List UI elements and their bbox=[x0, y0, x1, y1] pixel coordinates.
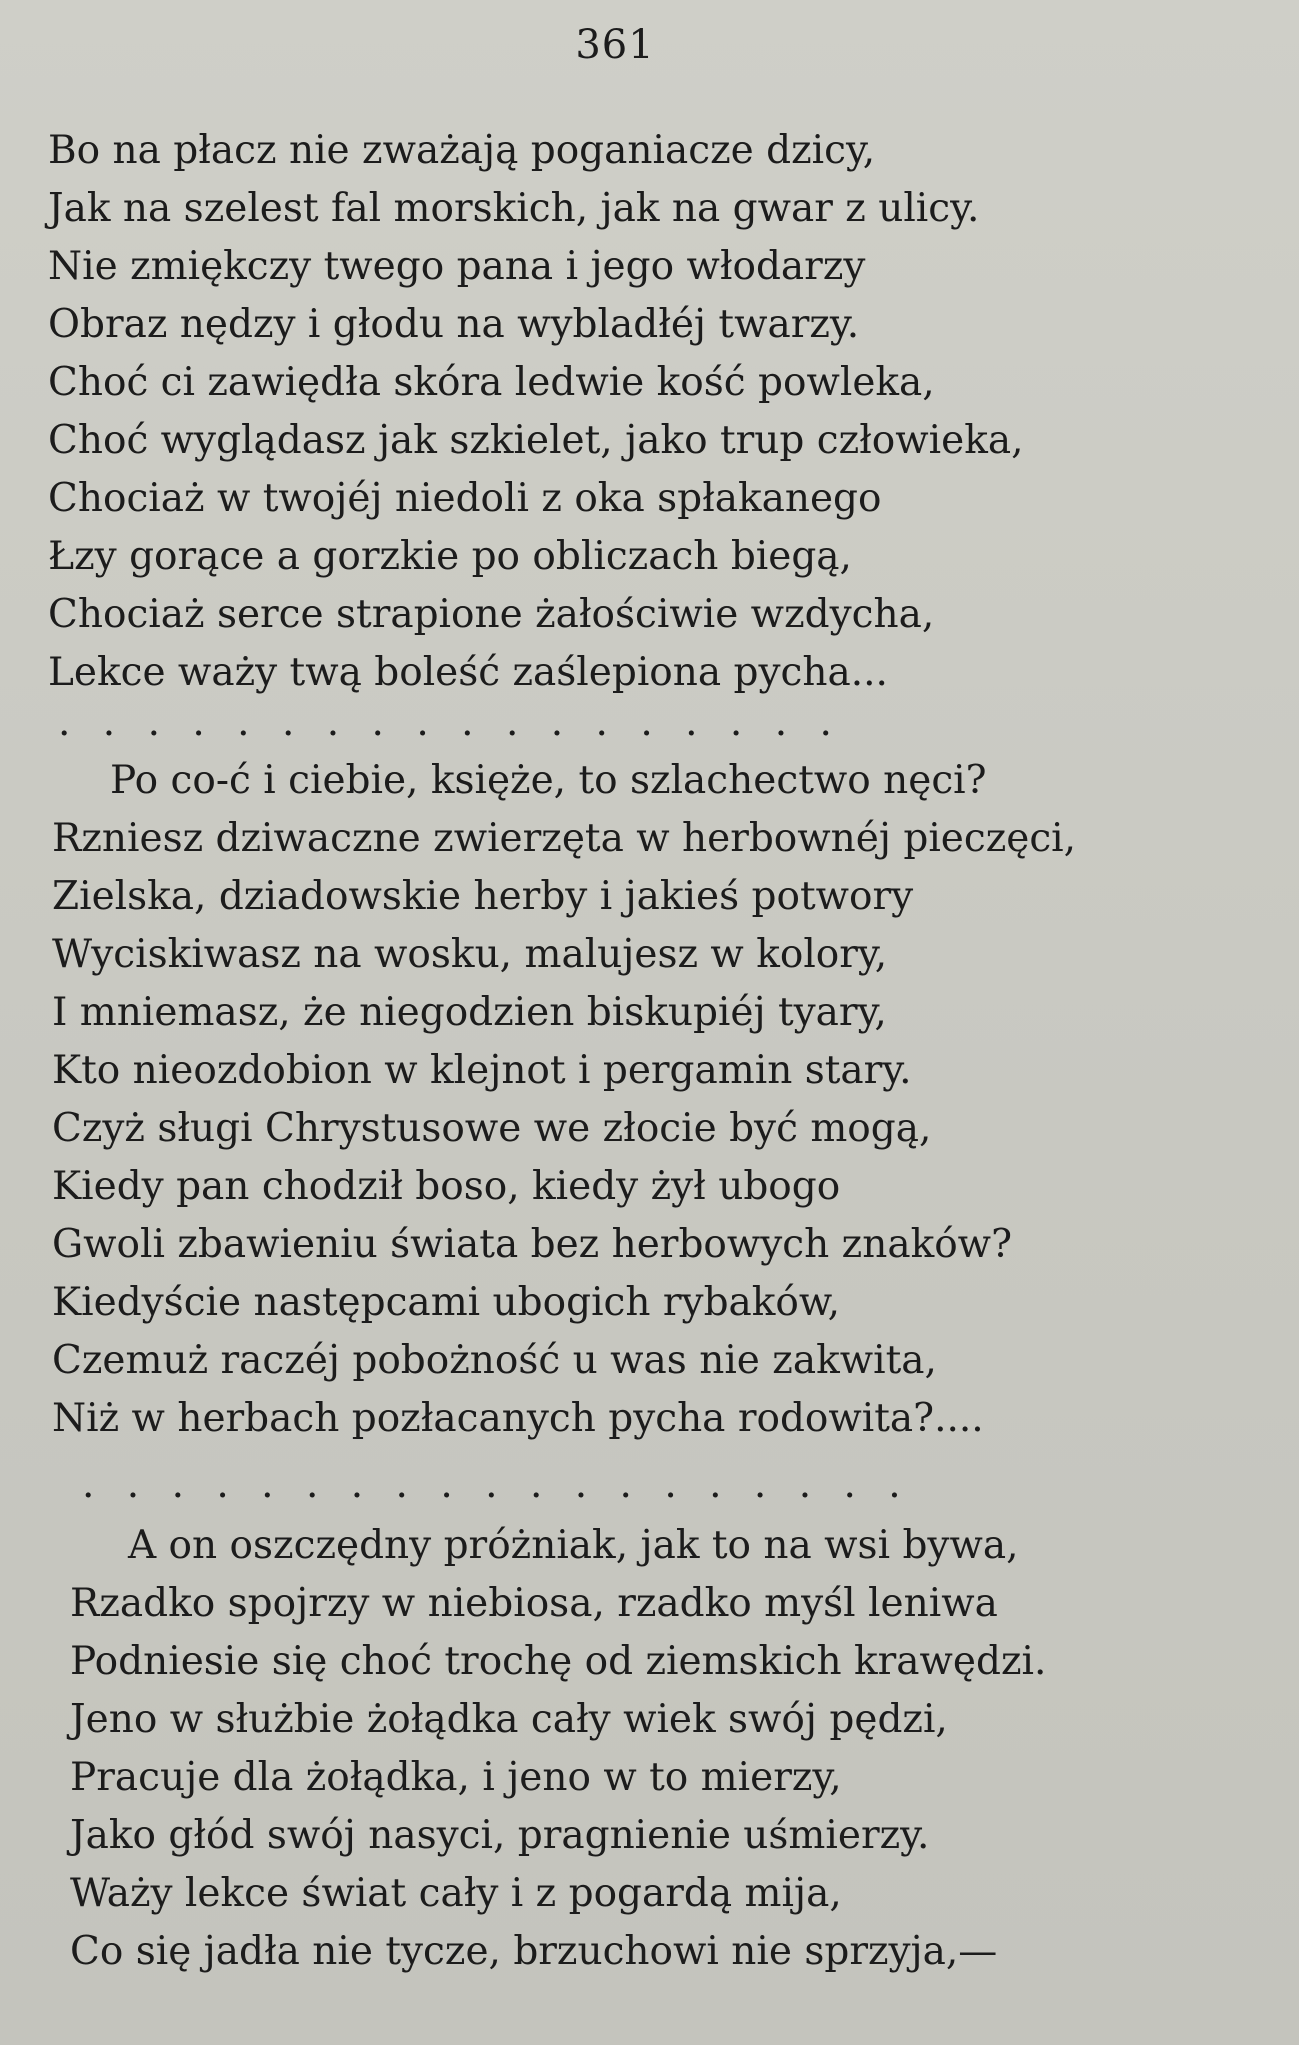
verse-line: Kiedyście następcami ubogich rybaków, bbox=[52, 1280, 841, 1325]
page-number: 361 bbox=[575, 22, 655, 68]
verse-line: Po co-ć i ciebie, księże, to szlachectwo nęci? bbox=[110, 758, 987, 803]
verse-line: Bo na płacz nie zważają poganiacze dzicy, bbox=[48, 128, 876, 173]
stanza-2 bbox=[52, 752, 1252, 1448]
verse-line: Zielska, dziadowskie herby i jakieś potwory bbox=[52, 874, 914, 919]
verse-line: Rzniesz dziwaczne zwierzęta w herbownéj pieczęci, bbox=[52, 816, 1077, 861]
ellipsis-separator: . . . . . . . . . . . . . . . . . . bbox=[58, 700, 842, 745]
verse-line: Pracuje dla żołądka, i jeno w to mierzy, bbox=[70, 1755, 842, 1800]
verse-line: Chociaż serce strapione żałościwie wzdycha, bbox=[48, 592, 935, 637]
verse-line: Kiedy pan chodził boso, kiedy żył ubogo bbox=[52, 1164, 841, 1209]
verse-line: Rzadko spojrzy w niebiosa, rzadko myśl leniwa bbox=[70, 1581, 998, 1626]
verse-line: Choć wyglądasz jak szkielet, jako trup człowieka, bbox=[48, 418, 1024, 463]
verse-line: Waży lekce świat cały i z pogardą mija, bbox=[70, 1871, 842, 1916]
verse-line: Niż w herbach pozłacanych pycha rodowita?.... bbox=[52, 1396, 984, 1441]
verse-line: I mniemasz, że niegodzien biskupiéj tyary, bbox=[52, 990, 887, 1035]
verse-line: Co się jadła nie tycze, brzuchowi nie sprzyja,— bbox=[70, 1929, 998, 1974]
verse-line: Jak na szelest fal morskich, jak na gwar z ulicy. bbox=[48, 186, 980, 231]
verse-line: A on oszczędny próżniak, jak to na wsi bywa, bbox=[128, 1523, 1019, 1568]
verse-line: Czyż sługi Chrystusowe we złocie być mogą, bbox=[52, 1106, 932, 1151]
verse-line: Kto nieozdobion w klejnot i pergamin stary. bbox=[52, 1048, 912, 1093]
verse-line: Wyciskiwasz na wosku, malujesz w kolory, bbox=[52, 932, 888, 977]
verse-line: Choć ci zawiędła skóra ledwie kość powleka, bbox=[48, 360, 935, 405]
stanza-1 bbox=[48, 122, 1248, 702]
ellipsis-separator: . . . . . . . . . . . . . . . . . . . bbox=[82, 1462, 911, 1507]
verse-line: Jako głód swój nasyci, pragnienie uśmierzy. bbox=[70, 1813, 930, 1858]
verse-line: Jeno w służbie żołądka cały wiek swój pędzi, bbox=[70, 1697, 948, 1742]
verse-line: Nie zmiękczy twego pana i jego włodarzy bbox=[48, 244, 866, 289]
verse-line: Łzy gorące a gorzkie po obliczach biegą, bbox=[48, 534, 852, 579]
verse-line: Chociaż w twojéj niedoli z oka spłakanego bbox=[48, 476, 882, 521]
verse-line: Gwoli zbawieniu świata bez herbowych znaków? bbox=[52, 1222, 1012, 1267]
verse-line: Podniesie się choć trochę od ziemskich krawędzi. bbox=[70, 1639, 1047, 1684]
verse-line: Obraz nędzy i głodu na wybladłéj twarzy. bbox=[48, 302, 860, 347]
stanza-3 bbox=[70, 1517, 1270, 1981]
verse-line: Czemuż raczéj pobożność u was nie zakwita, bbox=[52, 1338, 937, 1383]
verse-line: Lekce waży twą boleść zaślepiona pycha... bbox=[48, 650, 888, 695]
